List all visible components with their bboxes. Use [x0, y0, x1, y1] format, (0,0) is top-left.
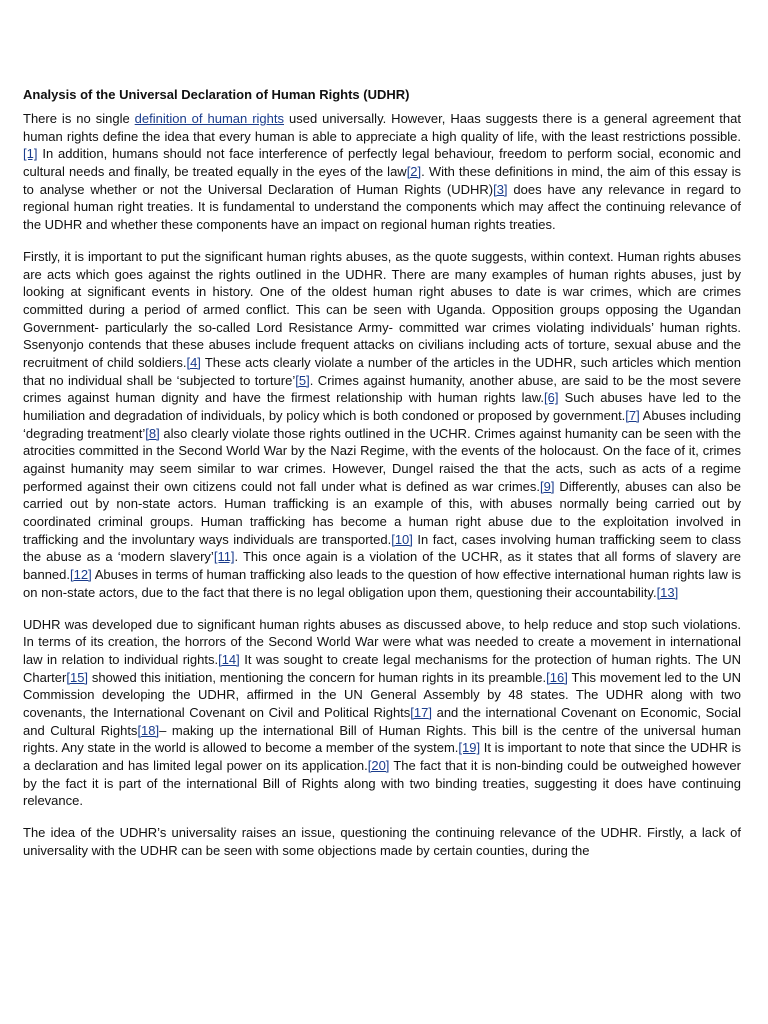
footnote-link[interactable]: [1] — [23, 146, 38, 162]
paragraph-text: Abuses in terms of human trafficking also leads to the question of how effective international human rights law is on non-state actors, due to the fact that there is no legal obligation upon them, questioning their accountability. — [23, 566, 741, 600]
paragraph-text: . This once again is a violation of the UCHR, as it states that all forms of slavery are banned. — [23, 549, 741, 582]
footnote-link[interactable]: [19] — [458, 740, 481, 756]
footnote-link[interactable]: [9] — [540, 478, 555, 494]
paragraph-text: The idea of the UDHR’s universality raises an issue, questioning the continuing relevance of the UDHR. Firstly, a lack of universality with the UDHR can be seen with some objections made by certain counties, during the — [23, 825, 741, 859]
paragraph-text: There is no single — [23, 111, 135, 126]
footnote-link[interactable]: [5] — [295, 372, 310, 388]
footnote-link[interactable]: [12] — [70, 566, 92, 582]
paragraph-text: In fact, cases involving human trafficking seem to class the abuse as a ‘modern slavery’ — [23, 531, 741, 565]
paragraph-text: Differently, abuses can also be carried out by non-state actors. Human trafficking is an example of this, with abuses normally being carried out by coordinated criminal groups. Human trafficking has become a human right abuse due to the exploitation involved in trafficking and the involuntary ways individuals are transported. — [23, 478, 741, 547]
paragraph — [23, 248, 741, 601]
paragraph-text: In addition, humans should not face interference of perfectly legal behaviour, freedom to perform social, economic and cultural needs and finally, be treated equally in the eyes of the law — [23, 146, 741, 179]
paragraph-text: used universally. However, Haas suggests there is a general agreement that human rights define the idea that every human is able to appreciate a high quality of life, with the least restrictions possible. — [23, 111, 741, 144]
paragraph-text: does have any relevance in regard to regional human right treaties. It is fundamental to understand the components which may affect the continuing relevance of the UDHR and whether these components have an impact on regional human rights treaties. — [23, 181, 741, 232]
document-paragraphs — [23, 110, 741, 860]
inline-link[interactable]: definition of human rights — [134, 111, 285, 126]
footnote-link[interactable]: [10] — [391, 531, 413, 547]
footnote-link[interactable]: [20] — [367, 757, 390, 773]
paragraph — [23, 110, 741, 234]
footnote-link[interactable]: [16] — [546, 669, 568, 685]
footnote-link[interactable]: [6] — [544, 390, 559, 406]
footnote-link[interactable]: [18] — [137, 722, 160, 738]
paragraph-text: . With these definitions in mind, the aim of this essay is to analyse whether or not the Universal Declaration of Human Rights (UDHR) — [23, 163, 741, 197]
footnote-link[interactable]: [11] — [213, 549, 235, 565]
footnote-link[interactable]: [17] — [410, 705, 432, 720]
paragraph-text: It is important to note that since the UDHR is a declaration and has limited legal power on its application. — [23, 740, 741, 773]
paragraph-text: Firstly, it is important to put the significant human rights abuses, as the quote suggests, within context. Human rights abuses are acts which goes against the rights outlined in the UDHR. There are many examples of human rights abuses, just by looking at significant events in history. One of the oldest human right abuses to date is war crimes, which are crimes committed during a period of armed conflict. This can be seen with Uganda. Opposition groups opposing the Ugandan Government- particularly the so-called Lord Resistance Army- committed war crimes violating individuals’ human rights. Ssenyonjo contends that these abuses include frequent attacks on civilians including acts of torture, sexual abuse and the recruitment of child soldiers. — [23, 249, 741, 371]
paragraph — [23, 824, 741, 859]
paragraph-text: Such abuses have led to the humiliation and degradation of individuals, by policy which is both condoned or proposed by government. — [23, 390, 741, 423]
paragraph-text: Abuses including ‘degrading treatment’ — [23, 408, 741, 441]
footnote-link[interactable]: [8] — [145, 425, 160, 441]
footnote-link[interactable]: [4] — [186, 355, 201, 371]
document-title: Analysis of the Universal Declaration of Human Rights (UDHR) — [23, 87, 410, 102]
paragraph-text: The fact that it is non-binding could be outweighed however by the fact it is part of the international Bill of Rights along with two binding treaties, suggesting it does have continuing relevance. — [23, 757, 741, 809]
footnote-link[interactable]: [14] — [218, 652, 240, 668]
paragraph-text: This movement led to the UN Commission developing the UDHR, affirmed in the UN General Assembly by 48 states. The UDHR along with two covenants, the International Covenant on Civil and Political Rights — [23, 669, 741, 720]
paragraph-text: also clearly violate those rights outlined in the UCHR. Crimes against humanity can be seen with the atrocities committed in the Second World War by the Nazi Regime, with the events of the holocaust. On the face of it, crimes against humanity may seem similar to war crimes. However, Dungel raised the that the acts, such as acts of a regime performed against their own citizens could not fall under what is defined as war crimes. — [23, 425, 741, 494]
paragraph — [23, 616, 741, 810]
paragraph-text: . Crimes against humanity, another abuse, are said to be the most severe crimes against human dignity and have the firmest relationship with human rights law. — [23, 372, 741, 406]
footnote-link[interactable]: [7] — [625, 408, 640, 423]
paragraph-text: These acts clearly violate a number of the articles in the UDHR, such articles which mention that no individual shall be ‘subjected to torture’ — [23, 355, 742, 388]
footnote-link[interactable]: [13] — [656, 584, 679, 600]
footnote-link[interactable]: [2] — [406, 163, 422, 179]
paragraph-text: UDHR was developed due to significant human rights abuses as discussed above, to help reduce and stop such violations. In terms of its creation, the horrors of the Second World War were what was needed to create a movement in international law in relation to individual rights. — [23, 616, 741, 668]
footnote-link[interactable]: [15] — [66, 669, 89, 685]
footnote-link[interactable]: [3] — [493, 181, 508, 197]
paragraph-text: It was sought to create legal mechanisms for the protection of human rights. The UN Charter — [23, 652, 741, 685]
paragraph-text: and the international Covenant on Economic, Social and Cultural Rights — [23, 705, 741, 738]
document-body — [23, 86, 741, 874]
paragraph-text: – making up the international Bill of Human Rights. This bill is the centre of the universal human rights. Any state in the world is allowed to become a member of the system. — [23, 722, 741, 756]
paragraph-text: showed this initiation, mentioning the concern for human rights in its preamble. — [88, 669, 547, 685]
